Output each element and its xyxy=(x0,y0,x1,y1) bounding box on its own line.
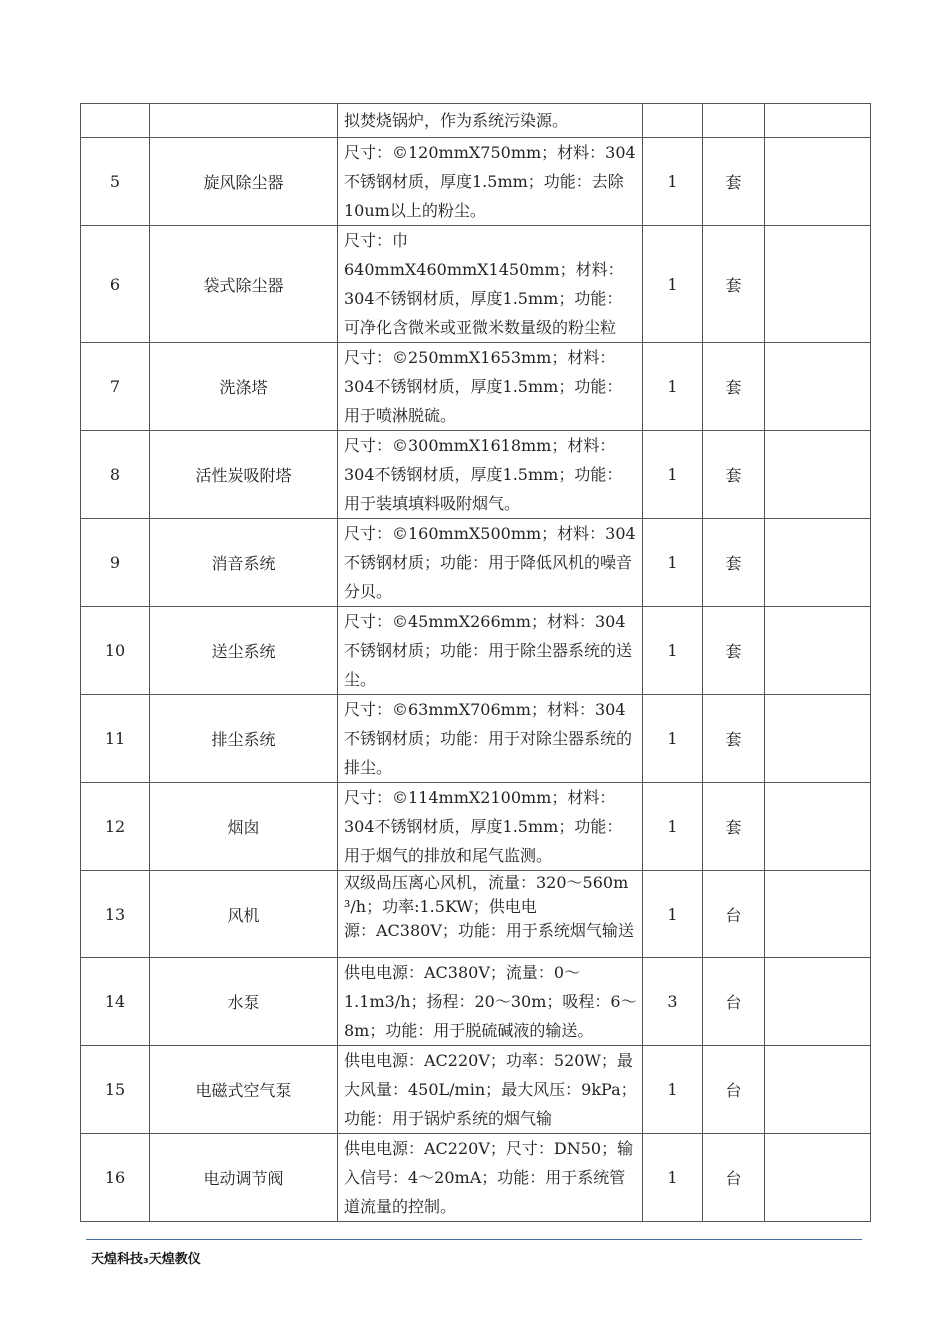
row-number: 8 xyxy=(81,431,150,519)
equipment-description xyxy=(338,695,643,783)
remark xyxy=(765,138,871,226)
table-row xyxy=(81,607,871,695)
unit: 套 xyxy=(703,343,765,431)
table-row xyxy=(81,1134,871,1222)
equipment-description xyxy=(338,871,643,958)
equipment-description xyxy=(338,431,643,519)
table-row xyxy=(81,431,871,519)
equipment-name: 消音系统 xyxy=(150,519,338,607)
table-row xyxy=(81,226,871,343)
equipment-description xyxy=(338,343,643,431)
quantity: 1 xyxy=(643,226,703,343)
table-row xyxy=(81,138,871,226)
unit: 套 xyxy=(703,695,765,783)
equipment-name: 风机 xyxy=(150,871,338,958)
equipment-name: 旋风除尘器 xyxy=(150,138,338,226)
remark xyxy=(765,607,871,695)
quantity: 1 xyxy=(643,138,703,226)
unit: 套 xyxy=(703,783,765,871)
description-line: 源：AC380V；功能：用于系统烟气输送 xyxy=(344,921,634,940)
equipment-name: 烟囱 xyxy=(150,783,338,871)
quantity: 1 xyxy=(643,1134,703,1222)
description-text: 尺寸：©300mmX1618mm；材料：304不锈钢材质，厚度1.5mm；功能：用于装填填料吸附烟气。 xyxy=(344,436,623,513)
remark xyxy=(765,958,871,1046)
footer-divider xyxy=(86,1239,862,1240)
description-text: 尺寸：巾640mmX460mmX1450mm；材料：304不锈钢材质，厚度1.5mm；功能：可净化含微米或亚微米数量级的粉尘粒 xyxy=(344,231,624,337)
quantity xyxy=(643,104,703,138)
description-text: 尺寸：©120mmX750mm；材料：304不锈钢材质，厚度1.5mm；功能：去除10um以上的粉尘。 xyxy=(344,143,636,220)
equipment-description xyxy=(338,1046,643,1134)
description-text: 供电电源：AC380V；流量：0〜1.1m3/h；扬程：20〜30m；吸程：6〜8m；功能：用于脱硫碱液的输送。 xyxy=(344,963,637,1040)
quantity: 1 xyxy=(643,783,703,871)
table-row xyxy=(81,1046,871,1134)
equipment-name: 电磁式空气泵 xyxy=(150,1046,338,1134)
unit: 套 xyxy=(703,226,765,343)
row-number: 7 xyxy=(81,343,150,431)
row-number xyxy=(81,104,150,138)
table-row xyxy=(81,871,871,958)
equipment-description xyxy=(338,138,643,226)
quantity: 1 xyxy=(643,431,703,519)
remark xyxy=(765,519,871,607)
remark xyxy=(765,871,871,958)
quantity: 1 xyxy=(643,1046,703,1134)
unit: 台 xyxy=(703,871,765,958)
unit: 套 xyxy=(703,607,765,695)
unit: 套 xyxy=(703,519,765,607)
equipment-description xyxy=(338,226,643,343)
row-number: 16 xyxy=(81,1134,150,1222)
unit: 套 xyxy=(703,138,765,226)
description-text xyxy=(338,871,642,957)
equipment-description xyxy=(338,519,643,607)
row-number: 13 xyxy=(81,871,150,958)
equipment-name: 送尘系统 xyxy=(150,607,338,695)
quantity: 1 xyxy=(643,695,703,783)
quantity: 1 xyxy=(643,519,703,607)
row-number: 6 xyxy=(81,226,150,343)
row-number: 15 xyxy=(81,1046,150,1134)
equipment-name xyxy=(150,104,338,138)
row-number: 10 xyxy=(81,607,150,695)
description-text: 供电电源：AC220V；功率：520W；最大风量：450L/min；最大风压：9kPa；功能：用于锅炉系统的烟气输 xyxy=(344,1051,637,1128)
quantity: 1 xyxy=(643,343,703,431)
equipment-description xyxy=(338,958,643,1046)
equipment-table xyxy=(80,103,871,1222)
row-number: 12 xyxy=(81,783,150,871)
table-row xyxy=(81,104,871,138)
quantity: 1 xyxy=(643,607,703,695)
remark xyxy=(765,1046,871,1134)
remark xyxy=(765,104,871,138)
unit: 台 xyxy=(703,1134,765,1222)
footer-brand: 天煌科技₃天煌教仪 xyxy=(91,1252,201,1267)
row-number: 11 xyxy=(81,695,150,783)
equipment-description xyxy=(338,1134,643,1222)
equipment-name: 排尘系统 xyxy=(150,695,338,783)
quantity: 3 xyxy=(643,958,703,1046)
equipment-description xyxy=(338,783,643,871)
description-text: 供电电源：AC220V；尺寸：DN50；输入信号：4〜20mA；功能：用于系统管道流量的控制。 xyxy=(344,1139,634,1216)
unit: 套 xyxy=(703,431,765,519)
table-row xyxy=(81,343,871,431)
equipment-name: 活性炭吸附塔 xyxy=(150,431,338,519)
equipment-name: 袋式除尘器 xyxy=(150,226,338,343)
remark xyxy=(765,695,871,783)
row-number: 5 xyxy=(81,138,150,226)
description-text: 尺寸：©114mmX2100mm；材料：304不锈钢材质，厚度1.5mm；功能：用于烟气的排放和尾气监测。 xyxy=(344,788,623,865)
remark xyxy=(765,343,871,431)
table-row xyxy=(81,695,871,783)
equipment-description xyxy=(338,607,643,695)
description-text: 拟焚烧锅炉，作为系统污染源。 xyxy=(344,111,569,130)
table-row xyxy=(81,783,871,871)
description-line: 双级咼压离心风机，流量：320〜560m xyxy=(344,873,629,892)
description-line: ³/h；功率:1.5KW；供电电 xyxy=(344,897,537,916)
quantity: 1 xyxy=(643,871,703,958)
unit: 台 xyxy=(703,1046,765,1134)
remark xyxy=(765,226,871,343)
description-text: 尺寸：©63mmX706mm；材料：304不锈钢材质；功能：用于对除尘器系统的排尘。 xyxy=(344,700,633,777)
remark xyxy=(765,1134,871,1222)
description-text: 尺寸：©45mmX266mm；材料：304不锈钢材质；功能：用于除尘器系统的送尘。 xyxy=(344,612,633,689)
table-row xyxy=(81,958,871,1046)
unit xyxy=(703,104,765,138)
description-text: 尺寸：©160mmX500mm；材料：304不锈钢材质；功能：用于降低风机的噪音分贝。 xyxy=(344,524,636,601)
equipment-name: 洗涤塔 xyxy=(150,343,338,431)
row-number: 9 xyxy=(81,519,150,607)
equipment-name: 水泵 xyxy=(150,958,338,1046)
description-text: 尺寸：©250mmX1653mm；材料：304不锈钢材质，厚度1.5mm；功能：用于喷淋脱硫。 xyxy=(344,348,623,425)
equipment-name: 电动调节阀 xyxy=(150,1134,338,1222)
unit: 台 xyxy=(703,958,765,1046)
remark xyxy=(765,783,871,871)
equipment-description xyxy=(338,104,643,138)
remark xyxy=(765,431,871,519)
row-number: 14 xyxy=(81,958,150,1046)
table-row xyxy=(81,519,871,607)
